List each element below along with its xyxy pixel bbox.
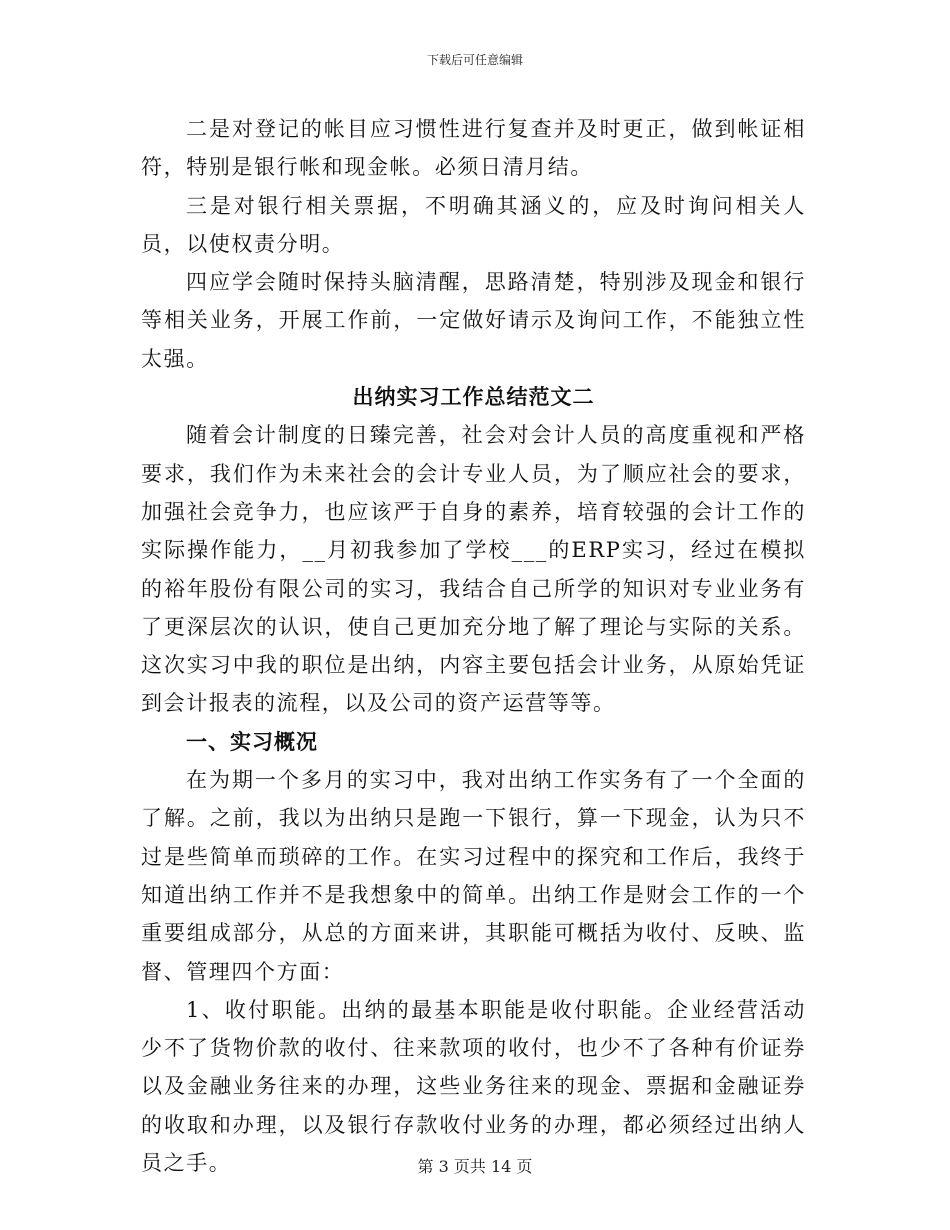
page-header: 下载后可任意编辑 — [426, 53, 523, 67]
paragraph-3: 四应学会随时保持头脑清醒，思路清楚，特别涉及现金和银行等相关业务，开展工作前，一定做好请示及询问工作，不能独立性太强。 — [141, 270, 806, 371]
paragraph-4: 随着会计制度的日臻完善，社会对会计人员的高度重视和严格要求，我们作为未来社会的会计专业人员，为了顺应社会的要求，加强社会竞争力，也应该严于自身的素养，培育较强的会计工作的实际操作能力，__月初我参加了学校___的ERP实习，经过在模拟的裕年股份有限公司的实习，我结合自己所学的知识对专业业务有了更深层次的认识，使自己更加充分地了解了理论与实际的关系。这次实习中我的职位是出纳，内容主要包括会计业务，从原始凭证到会计报表的流程，以及公司的资产运营等等。 — [141, 423, 806, 716]
paragraph-5: 在为期一个多月的实习中，我对出纳工作实务有了一个全面的了解。之前，我以为出纳只是跑一下银行，算一下现金，认为只不过是些简单而琐碎的工作。在实习过程中的探究和工作后，我终于知道出纳工作并不是我想象中的简单。出纳工作是财会工作的一个重要组成部分，从总的方面来讲，其职能可概括为收付、反映、监督、管理四个方面： — [141, 768, 806, 984]
section-title: 出纳实习工作总结范文二 — [352, 384, 595, 410]
paragraph-2: 三是对银行相关票据，不明确其涵义的，应及时询问相关人员，以使权责分明。 — [141, 193, 806, 256]
paragraph-1: 二是对登记的帐目应习惯性进行复查并及时更正，做到帐证相符，特别是银行帐和现金帐。必须日清月结。 — [141, 117, 806, 180]
subheading-overview: 一、实习概况 — [186, 728, 318, 754]
paragraph-6: 1、收付职能。出纳的最基本职能是收付职能。企业经营活动少不了货物价款的收付、往来款项的收付，也少不了各种有价证券以及金融业务往来的办理，这些业务往来的现金、票据和金融证券的收取和办理，以及银行存款收付业务的办理，都必须经过出纳人员之手。 — [141, 997, 806, 1176]
document-body — [141, 110, 806, 1182]
page-number: 第 3 页共 14 页 — [417, 1157, 533, 1176]
